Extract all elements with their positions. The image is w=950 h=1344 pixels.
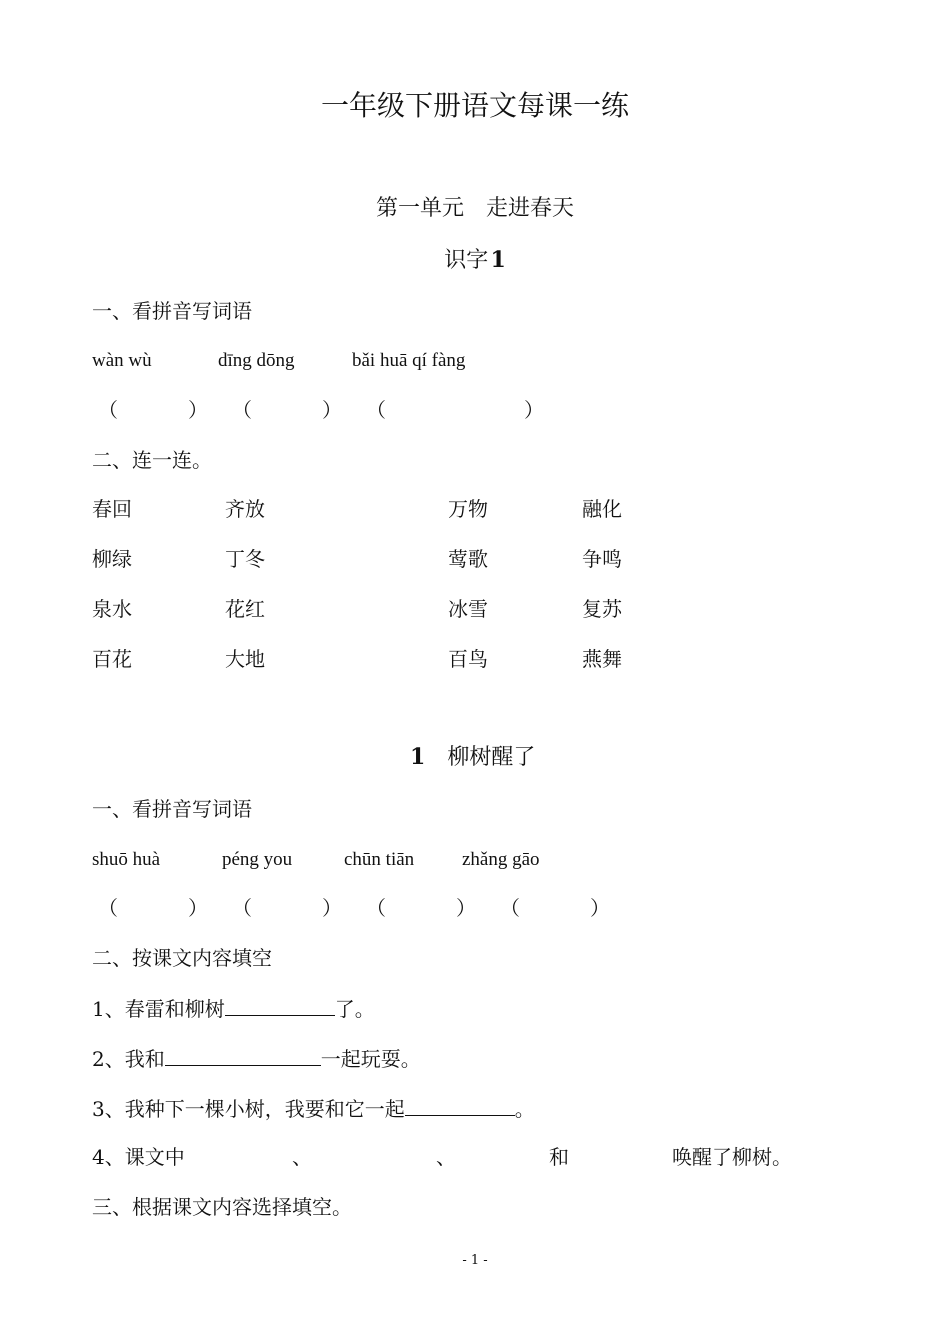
answer-paren-open: （ bbox=[366, 896, 386, 920]
lesson-heading-literacy bbox=[0, 249, 950, 272]
answer-paren-open: （ bbox=[232, 896, 252, 920]
question-title: 一、看拼音写词语 bbox=[92, 797, 252, 821]
unit-heading: 第一单元 走进春天 bbox=[375, 196, 574, 221]
match-word: 融化 bbox=[582, 497, 622, 521]
fill-text: 唤醒了柳树。 bbox=[672, 1145, 792, 1169]
page-number: - 1 - bbox=[462, 1253, 488, 1268]
pinyin-item: chūn tiān bbox=[344, 849, 415, 870]
lesson-number: 1 bbox=[490, 247, 506, 273]
question-title: 三、根据课文内容选择填空。 bbox=[92, 1195, 352, 1219]
fill-item-3 bbox=[92, 1097, 535, 1119]
pinyin-item: wàn wù bbox=[92, 350, 152, 371]
match-word: 丁冬 bbox=[225, 547, 265, 571]
match-word: 泉水 bbox=[92, 597, 132, 621]
answer-paren-open: （ bbox=[366, 398, 386, 422]
question-title: 二、按课文内容填空 bbox=[92, 946, 272, 970]
lesson-number: 1 bbox=[410, 744, 426, 770]
match-word: 百鸟 bbox=[448, 647, 488, 671]
question-title: 二、连一连。 bbox=[92, 448, 212, 472]
fill-text: 。 bbox=[514, 1097, 535, 1121]
match-word: 齐放 bbox=[225, 497, 265, 521]
fill-text: 、 bbox=[436, 1145, 456, 1169]
fill-blank[interactable] bbox=[405, 1097, 515, 1116]
answer-paren-close: ） bbox=[524, 398, 544, 422]
lesson-label: 识字 bbox=[444, 248, 489, 273]
answer-paren-open: （ bbox=[500, 896, 520, 920]
match-word: 柳绿 bbox=[92, 547, 132, 571]
answer-paren-open: （ bbox=[232, 398, 252, 422]
fill-text: 、 bbox=[292, 1145, 312, 1169]
pinyin-item: péng you bbox=[222, 849, 293, 870]
answer-paren-close: ） bbox=[456, 896, 476, 920]
answer-paren-close: ） bbox=[590, 896, 610, 920]
match-word: 冰雪 bbox=[448, 597, 488, 621]
answer-paren-close: ） bbox=[322, 896, 342, 920]
question-title: 一、看拼音写词语 bbox=[92, 299, 252, 323]
fill-text: 3、我种下一棵小树，我要和它一起 bbox=[92, 1097, 405, 1121]
answer-paren-close: ） bbox=[322, 398, 342, 422]
fill-text: 了。 bbox=[334, 997, 375, 1021]
fill-item-2 bbox=[92, 1047, 421, 1069]
fill-text: 1、春雷和柳树 bbox=[92, 997, 225, 1021]
match-word: 大地 bbox=[225, 647, 265, 671]
match-word: 百花 bbox=[92, 647, 132, 671]
match-word: 复苏 bbox=[582, 597, 622, 621]
answer-paren-close: ） bbox=[188, 398, 208, 422]
match-word: 莺歌 bbox=[448, 547, 488, 571]
pinyin-item: dīng dōng bbox=[218, 350, 295, 371]
match-word: 花红 bbox=[225, 597, 265, 621]
match-word: 燕舞 bbox=[582, 647, 622, 671]
pinyin-item: bǎi huā qí fàng bbox=[352, 350, 466, 371]
document-title: 一年级下册语文每课一练 bbox=[320, 89, 629, 122]
pinyin-item: zhǎng gāo bbox=[462, 849, 540, 870]
match-word: 春回 bbox=[92, 497, 132, 521]
match-word: 万物 bbox=[448, 497, 488, 521]
lesson-title: 柳树醒了 bbox=[447, 745, 536, 770]
match-word: 争鸣 bbox=[582, 547, 622, 571]
answer-paren-open: （ bbox=[98, 398, 118, 422]
fill-blank[interactable] bbox=[225, 997, 335, 1016]
fill-text: 一起玩耍。 bbox=[320, 1047, 421, 1071]
answer-paren-close: ） bbox=[188, 896, 208, 920]
fill-text: 2、我和 bbox=[92, 1047, 165, 1071]
pinyin-item: shuō huà bbox=[92, 849, 161, 870]
fill-item-1 bbox=[92, 997, 375, 1019]
fill-blank[interactable] bbox=[165, 1047, 321, 1066]
lesson-heading bbox=[410, 746, 535, 769]
answer-paren-open: （ bbox=[98, 896, 118, 920]
fill-text: 和 bbox=[549, 1145, 569, 1169]
fill-text: 4、课文中 bbox=[92, 1145, 185, 1169]
